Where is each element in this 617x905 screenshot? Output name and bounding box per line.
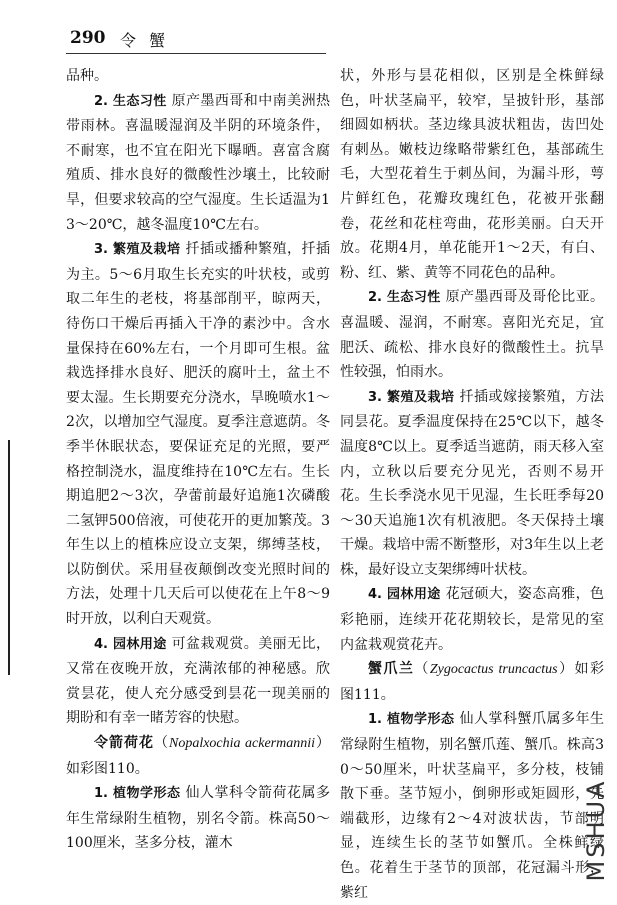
section-heading: 1. 植物学形态 (94, 786, 181, 802)
paragraph: 品种。 (66, 68, 108, 84)
page-header (70, 28, 590, 54)
running-title: 令 蟹 (120, 31, 170, 50)
species-latin-name: Zygocactus truncactus (429, 662, 558, 678)
section-heading: 1. 植物学形态 (368, 712, 455, 728)
section-heading: 3. 繁殖及栽培 (368, 389, 455, 405)
figure-reference: 如彩图110。 (66, 760, 149, 777)
scan-edge-mark (8, 440, 10, 675)
paragraph: 状，外形与昙花相似，区别是全株鲜绿色，叶状茎扁平，较窄，呈披针形，基部细圆如柄状。茎边缘具波状粗齿，齿凹处有刺丛。嫩枝边缘略带紫红色，基部疏生毛，大型花着生于刺丛间，为漏斗形，萼片鲜红色，花瓣玫瑰红色，花被开张翻卷，花丝和花柱弯曲，花形美丽。白天开放。花期4月，单花能开1～2天，有白、粉、红、紫、黄等不同花色的品种。 (340, 68, 604, 281)
section-paragraph (66, 781, 330, 856)
section-paragraph (66, 632, 330, 731)
section-heading: 2. 生态习性 (368, 290, 441, 306)
species-name: 蟹爪兰 (368, 661, 415, 678)
figure-reference: 如彩图111。 (340, 661, 604, 703)
page-number: 290 (70, 28, 106, 48)
section-body: 扦插或播种繁殖，扦插为主。5～6月取生长充实的叶状枝，或剪取二年生的老枝，将基部削平，晾两天，待伤口干燥后再插入干净的素沙中。含水量保持在60%左右，一个月即可生根。盆栽选择排水良好、肥沃的腐叶土，盆土不要太湿。生长期要充分浇水，旱晚喷水1～2次，以增加空气湿度。夏季注意遮荫。冬季半休眠状态，要保证充足的光照，要严格控制浇水，温度维持在10℃左右。生长期追肥2～3次，孕蕾前最好追施1次磷酸二氢钾500倍液，可使花开的更加繁茂。3年生以上的植株应设立支架，绑缚茎枝，以防倒伏。采用昼夜颠倒改变光照时间的方法，处理十几天后可以使花在上午8～9时开放，以利白天观赏。 (66, 241, 331, 628)
species-heading: 令箭荷花（Nopalxochia ackermannii）如彩图110。 (66, 735, 331, 777)
section-paragraph (66, 89, 330, 238)
section-paragraph (66, 237, 330, 632)
section-paragraph (340, 285, 604, 384)
section-heading: 2. 生态习性 (94, 93, 167, 109)
section-body: 原产墨西哥和中南美洲热带雨林。喜温暖湿润及半阴的环境条件，不耐寒，也不宜在阳光下曝晒。喜富含腐殖质、排水良好的微酸性沙壤土，比较耐旱，但要求较高的空气湿度。生长适温为13～20℃，越冬温度10℃左右。 (66, 92, 331, 233)
section-heading: 3. 繁殖及栽培 (94, 242, 181, 258)
section-body: 花冠硕大，姿态高雅，色彩艳丽，连续开花花期较长，是常见的室内盆栽观赏花卉。 (340, 586, 605, 653)
section-body: 仙人掌科令箭荷花属多年生常绿附生植物，别名令箭。株高50～100厘米，茎多分枝，灌木 (66, 785, 331, 852)
section-heading: 4. 园林用途 (94, 636, 167, 652)
header-rule (66, 53, 326, 54)
species-heading: 蟹爪兰（Zygocactus truncactus）如彩图111。 (340, 661, 604, 703)
section-body: 仙人掌科蟹爪属多年生常绿附生植物，别名蟹爪莲、蟹爪。株高30～50厘米，叶状茎扁平，多分枝，枝铺散下垂。茎节短小，倒卵形或矩圆形，先端截形，边缘有2～4对波状齿，节部明显，连续生长的茎节如蟹爪。全株鲜绿色。花着生于茎节的顶部，花冠漏斗形，紫红 (340, 711, 605, 901)
section-paragraph (340, 385, 604, 583)
section-body: 扦插或嫁接繁殖，方法同昙花。夏季温度保持在25℃以下，越冬温度8℃以上。夏季适当遮荫，雨天移入室内，立秋以后要充分见光，否则不易开花。生长季浇水见干见湿，生长旺季每20～30天追施1次有机液肥。冬天保持土壤干燥。栽培中需不断整形，对3年生以上老株，最好设立支架绑缚叶状枝。 (340, 388, 605, 578)
watermark (576, 760, 616, 900)
right-text-column (340, 64, 604, 905)
watermark-text: MSHUA (582, 778, 610, 882)
left-text-column (66, 64, 330, 856)
species-latin-name: Nopalxochia ackermannii (168, 736, 316, 752)
section-paragraph (340, 707, 604, 905)
section-body: 可盆栽观赏。美丽无比，又常在夜晚开放，充满浓郁的神秘感。欣赏昙花，使人充分感受到昙花一现美丽的期盼和有幸一睹芳容的快慰。 (66, 635, 331, 727)
section-heading: 4. 园林用途 (368, 587, 441, 603)
section-paragraph (340, 582, 604, 657)
section-body: 原产墨西哥及哥伦比亚。喜温暖、湿润，不耐寒。喜阳光充足，宜肥沃、疏松、排水良好的微酸性土。抗旱性较强，怕雨水。 (340, 289, 605, 381)
species-name: 令箭荷花 (94, 735, 154, 752)
